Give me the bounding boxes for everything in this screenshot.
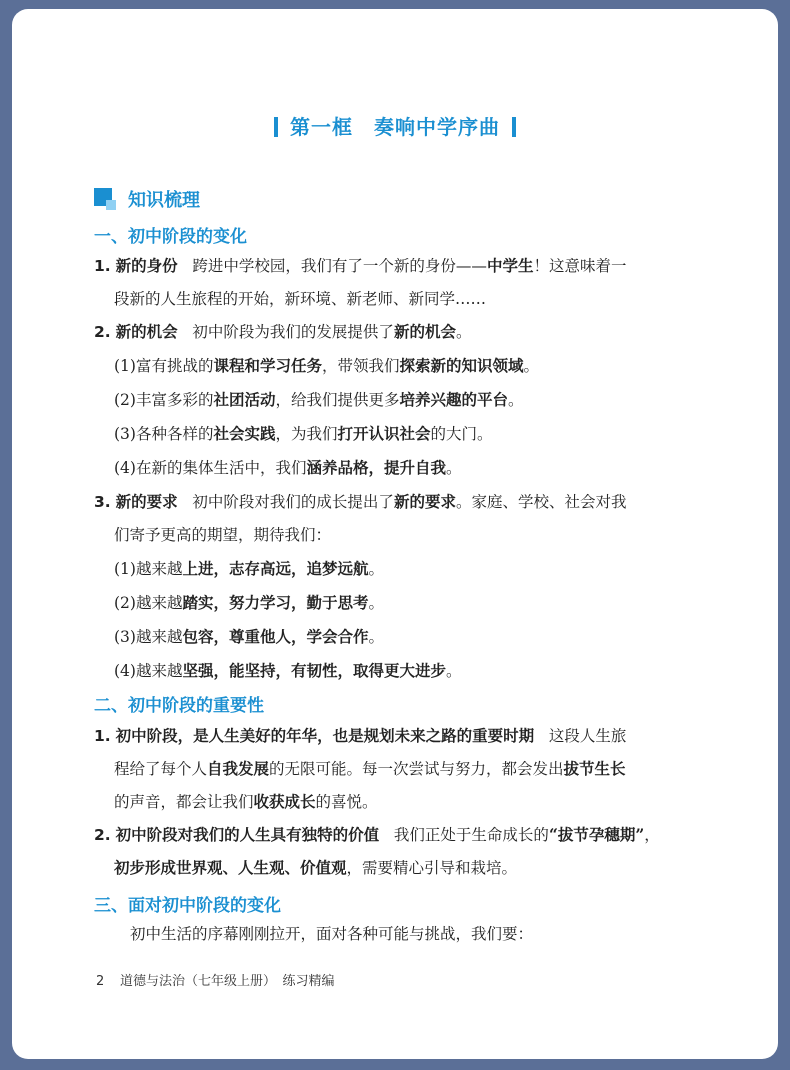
item-num: 2.: [94, 323, 111, 341]
text: (2)丰富多彩的: [114, 391, 214, 409]
text: 初中阶段为我们的发展提供了: [192, 323, 394, 341]
square-accent-icon: [106, 200, 116, 210]
text: (1)越来越: [114, 560, 183, 578]
p1-item3-line2: 们寄予更高的期望，期待我们：: [114, 526, 332, 544]
key-term: 社团活动: [213, 390, 276, 409]
key-term: 拔节生长: [563, 759, 626, 778]
text: 。: [368, 594, 384, 612]
key-term: 初步形成世界观、人生观、价值观: [114, 858, 347, 877]
text: 的喜悦。: [315, 793, 378, 811]
book-title: 道德与法治（七年级上册） 练习精编: [120, 974, 335, 989]
part2-heading: 二、初中阶段的重要性: [94, 696, 264, 716]
p1-item3-line1: [94, 491, 626, 513]
p1-item2-sub4: [114, 457, 462, 479]
text: ，带领我们: [321, 357, 400, 375]
key-term: 打开认识社会: [337, 424, 431, 443]
text: 。: [445, 459, 462, 477]
text: ，需要精心引导和栽培。: [346, 859, 518, 877]
frame-title: [12, 111, 778, 140]
text: 程给了每个人: [114, 760, 208, 778]
page-number: 2: [96, 974, 105, 989]
text: 。: [368, 560, 384, 578]
p1-item2-sub3: [114, 423, 493, 445]
key-term: 上进，志存高远，追梦远航: [182, 559, 369, 578]
text: 。: [508, 391, 524, 409]
text: (2)越来越: [114, 594, 183, 612]
title-bar-left: [274, 117, 278, 137]
item-title: 新的要求: [115, 493, 178, 511]
text: ！这意味着一: [533, 257, 627, 275]
p1-item2-sub1: [114, 355, 539, 377]
text: ，: [644, 826, 660, 844]
text: 的声音，都会让我们: [114, 793, 254, 811]
p1-item1-line2: 段新的人生旅程的开始，新环境、新老师、新同学……: [114, 290, 487, 308]
p2-item2-line1: [94, 824, 660, 846]
key-term: 课程和学习任务: [213, 356, 322, 375]
text: 。: [368, 628, 384, 646]
key-term: 包容，尊重他人，学会合作: [182, 627, 369, 646]
item-num: 1.: [94, 727, 111, 745]
text: 。: [445, 662, 462, 680]
text: 这段人生旅: [548, 727, 627, 745]
text: 我们正处于生命成长的: [393, 826, 549, 844]
p1-item3-sub3: [114, 626, 384, 648]
key-term: 中学生: [486, 256, 534, 275]
key-term: 收获成长: [253, 792, 316, 811]
part1-heading: 一、初中阶段的变化: [94, 227, 247, 247]
p2-item1-line3: [114, 791, 378, 813]
item-title: 新的机会: [115, 323, 178, 341]
p2-item1-line1: [94, 725, 626, 747]
text: (1)富有挑战的: [114, 357, 214, 375]
key-term: 踏实，努力学习，勤于思考: [182, 593, 369, 612]
p1-item3-sub2: [114, 592, 384, 614]
part3-heading: 三、面对初中阶段的变化: [94, 896, 281, 916]
item-title: 初中阶段，是人生美好的年华，也是规划未来之路的重要时期: [115, 727, 535, 745]
p3-line1: 初中生活的序幕刚刚拉开，面对各种可能与挑战，我们要：: [130, 925, 534, 943]
text: ，给我们提供更多: [275, 391, 400, 409]
section-heading-text: 知识梳理: [128, 190, 200, 211]
key-term: 社会实践: [213, 424, 276, 443]
text: 跨进中学校园，我们有了一个新的身份——: [192, 257, 487, 275]
p1-item3-sub4: [114, 660, 462, 682]
key-term: 新的机会: [393, 322, 456, 341]
text: 。家庭、学校、社会对我: [455, 493, 627, 511]
item-num: 2.: [94, 826, 111, 844]
p1-item2-sub2: [114, 389, 524, 411]
page: [12, 9, 778, 1059]
page-footer: [96, 970, 335, 989]
text: 的无限可能。每一次尝试与努力，都会发出: [269, 760, 564, 778]
text: 。: [455, 323, 472, 341]
p1-item3-sub1: [114, 558, 384, 580]
key-term: 坚强，能坚持，有韧性，取得更大进步: [182, 661, 446, 680]
p2-item1-line2: [114, 758, 626, 780]
key-term: 探索新的知识领域: [399, 356, 524, 375]
text: ，为我们: [275, 425, 338, 443]
text: 初中阶段对我们的成长提出了: [192, 493, 394, 511]
p1-item2-line1: [94, 321, 471, 343]
text: (3)越来越: [114, 628, 183, 646]
text: 。: [523, 357, 540, 375]
item-title: 初中阶段对我们的人生具有独特的价值: [115, 826, 380, 844]
item-num: 3.: [94, 493, 111, 511]
title-bar-right: [512, 117, 516, 137]
frame-title-text: 第一框 奏响中学序曲: [290, 115, 500, 139]
item-title: 新的身份: [115, 257, 178, 275]
text: (4)在新的集体生活中，我们: [114, 459, 307, 477]
text: (4)越来越: [114, 662, 183, 680]
p1-item1-line1: [94, 255, 626, 277]
key-term: 自我发展: [207, 759, 270, 778]
text: 的大门。: [430, 425, 493, 443]
key-term: 新的要求: [393, 492, 456, 511]
p2-item2-line2: [114, 857, 517, 879]
text: (3)各种各样的: [114, 425, 214, 443]
key-term: 培养兴趣的平台: [399, 390, 509, 409]
key-term: “拔节孕穗期”: [548, 825, 645, 844]
key-term: 涵养品格，提升自我: [306, 458, 446, 477]
item-num: 1.: [94, 257, 111, 275]
